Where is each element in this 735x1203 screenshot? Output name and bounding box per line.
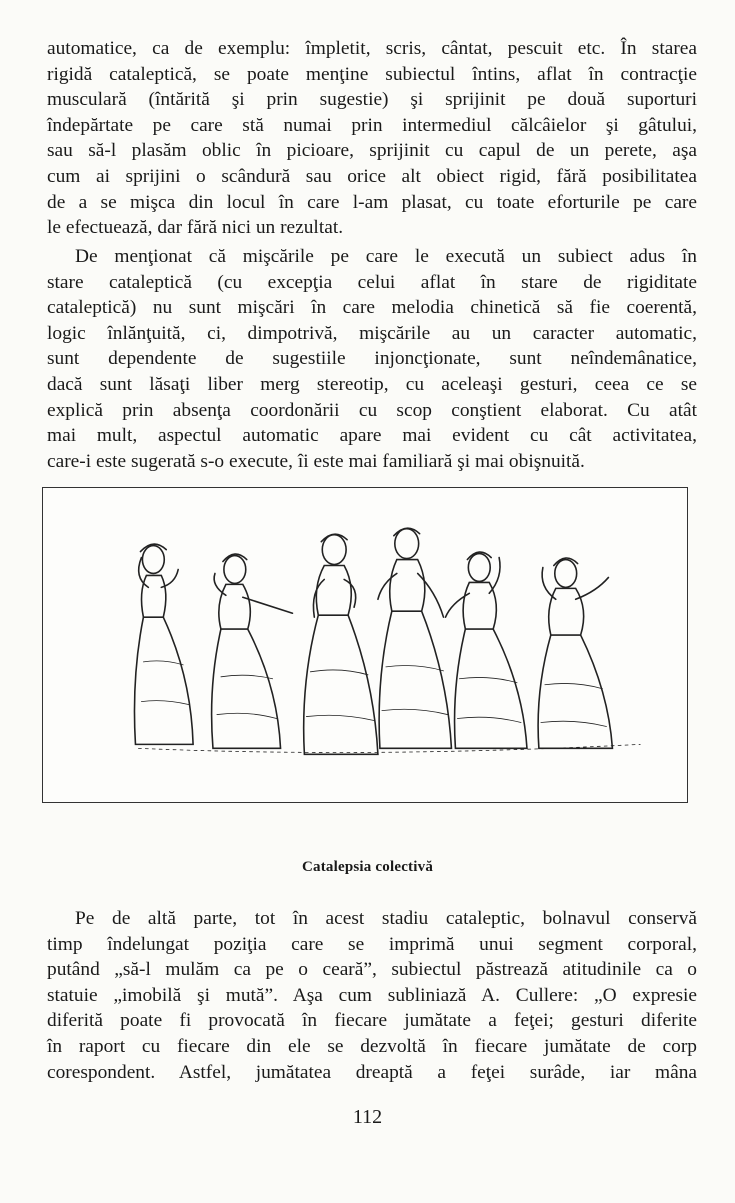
text-line: Pe de altă parte, tot în acest stadiu cataleptic, bolnavul conservă bbox=[75, 908, 697, 929]
text-line: statuie „imobilă şi mută”. Aşa cum subliniază A. Cullere: „O expresie bbox=[47, 984, 697, 1006]
woman-figure-1 bbox=[134, 544, 193, 744]
text-line: le efectuează, dar fără nici un rezultat. bbox=[47, 217, 344, 239]
text-line: dacă sunt lăsaţi liber merg stereotip, cu aceleaşi gesturi, ceea ce se bbox=[47, 373, 697, 395]
text-line: care-i este sugerată s-o execute, îi este mai familiară şi mai obişnuită. bbox=[47, 450, 585, 472]
woman-figure-6 bbox=[538, 558, 612, 748]
text-line: diferită poate fi provocată în fiecare jumătate a feţei; gesturi diferite bbox=[47, 1010, 697, 1032]
text-line: cataleptică) nu sunt mişcări în care melodia chinetică să fie coerentă, bbox=[47, 297, 697, 319]
text-line: stare cataleptică (cu excepţia celui aflat în stare de rigiditate bbox=[47, 271, 697, 293]
text-line: sau să-l plasăm oblic în picioare, sprijinit cu capul de un perete, aşa bbox=[47, 140, 697, 162]
text-line: logic înlănţuită, ci, dimpotrivă, mişcările au un caracter automatic, bbox=[47, 322, 697, 344]
text-line: cum ai sprijini o scândură sau orice alt obiect rigid, fără posibilitatea bbox=[47, 165, 697, 187]
catalepsy-group-illustration bbox=[43, 488, 687, 802]
text-line: automatice, ca de exemplu: împletit, scris, cântat, pescuit etc. În starea bbox=[47, 38, 697, 59]
text-line: de a se mişca din locul în care l-am plasat, cu toate eforturile pe care bbox=[47, 191, 697, 213]
paragraph-3 bbox=[47, 906, 697, 1085]
woman-figure-4 bbox=[378, 528, 452, 748]
text-line: rigidă cataleptică, se poate menţine subiectul întins, aflat în contracţie bbox=[47, 63, 697, 85]
text-line: corespondent. Astfel, jumătatea dreaptă a feţei surâde, iar mâna bbox=[47, 1061, 697, 1083]
illustration-frame bbox=[42, 487, 688, 803]
woman-figure-2 bbox=[212, 554, 293, 748]
text-line: explică prin absenţa coordonării cu scop conştient elaborat. Cu atât bbox=[47, 399, 697, 421]
text-line: musculară (întărită şi prin sugestie) şi sprijinit pe două suporturi bbox=[47, 89, 697, 111]
text-line: putând „să-l mulăm ca pe o ceară”, subiectul păstrează atitudinile ca o bbox=[47, 959, 697, 981]
woman-figure-5 bbox=[445, 552, 526, 748]
text-line: sunt dependente de sugestiile injoncţionate, sunt neîndemânatice, bbox=[47, 348, 697, 370]
text-line: De menţionat că mişcările pe care le execută un subiect adus în bbox=[75, 246, 697, 267]
text-line: mai mult, aspectul automatic apare mai evident cu cât activitatea, bbox=[47, 425, 697, 447]
page-number: 112 bbox=[352, 1106, 383, 1128]
paragraph-2 bbox=[47, 244, 697, 474]
text-line: îndepărtate pe care stă numai prin intermediul călcâielor şi gâtului, bbox=[47, 114, 697, 136]
text-line: în raport cu fiecare din ele se dezvoltă în fiecare jumătate de corp bbox=[47, 1035, 697, 1057]
paragraph-1 bbox=[47, 36, 697, 241]
text-line: timp îndelungat poziţia care se imprimă unui segment corporal, bbox=[47, 933, 697, 955]
figure-caption: Catalepsia colectivă bbox=[301, 859, 434, 875]
woman-figure-3 bbox=[304, 534, 378, 754]
